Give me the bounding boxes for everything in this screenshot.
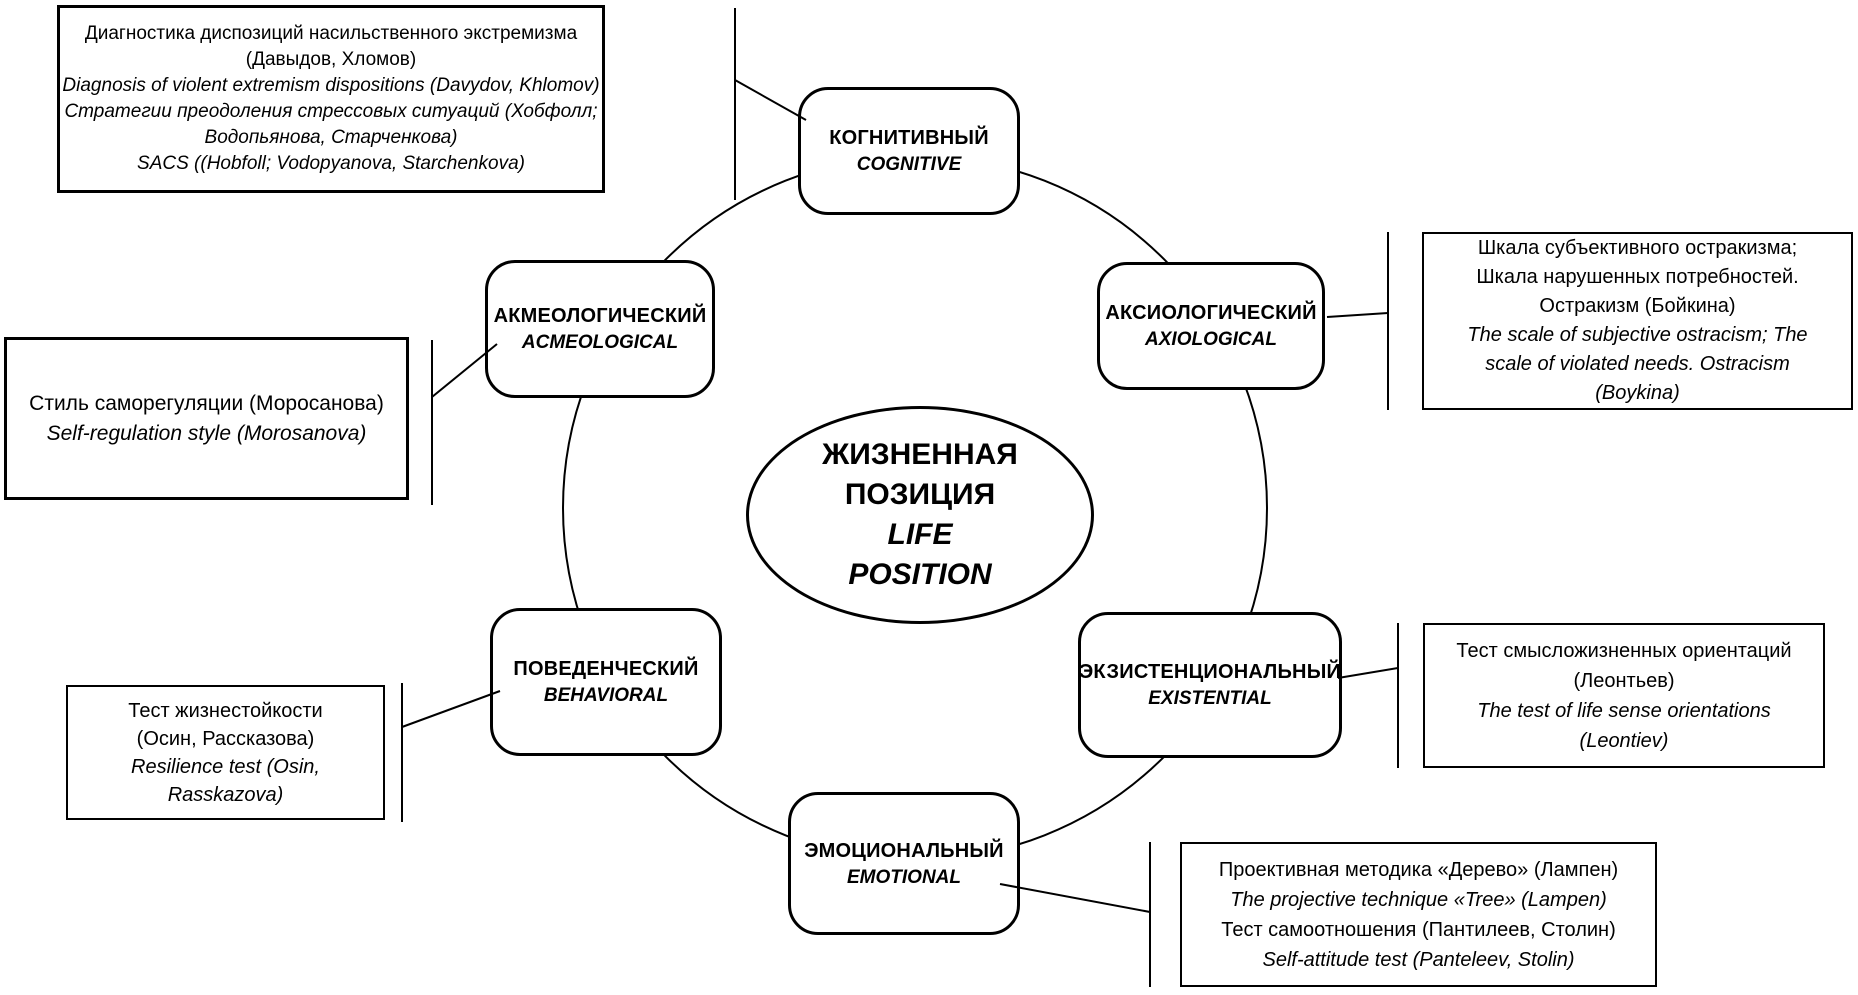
box-line: The projective technique «Tree» (Lampen) bbox=[1230, 888, 1607, 911]
node-axiological-label-ru: АКСИОЛОГИЧЕСКИЙ bbox=[1105, 302, 1317, 324]
node-cognitive-label-ru: КОГНИТИВНЫЙ bbox=[829, 127, 989, 149]
node-existential-label-ru: ЭКЗИСТЕНЦИОНАЛЬНЫЙ bbox=[1078, 661, 1342, 683]
node-acmeological-label-ru: АКМЕОЛОГИЧЕСКИЙ bbox=[493, 305, 707, 327]
box-line: Остракизм (Бойкина) bbox=[1539, 295, 1736, 317]
box-line: SACS ((Hobfoll; Vodopyanova, Starchenkova) bbox=[137, 153, 525, 174]
box-line: (Леонтьев) bbox=[1573, 669, 1675, 692]
node-existential bbox=[1078, 612, 1342, 758]
node-emotional bbox=[788, 792, 1020, 935]
box-line: Водопьянова, Старченкова) bbox=[204, 127, 458, 148]
node-axiological bbox=[1097, 262, 1325, 390]
box-line: Rasskazova) bbox=[167, 783, 284, 806]
center-ellipse bbox=[746, 406, 1094, 624]
box-axiological-instruments bbox=[1422, 232, 1853, 410]
box-line: Диагностика диспозиций насильственного экстремизма bbox=[84, 23, 578, 44]
box-cognitive-instruments bbox=[57, 5, 605, 193]
center-title-ru-line1: ЖИЗНЕННАЯ bbox=[822, 438, 1018, 471]
box-line: (Осин, Рассказова) bbox=[136, 727, 315, 750]
node-acmeological-label-en: ACMEOLOGICAL bbox=[521, 332, 679, 353]
center-title-en-line2: POSITION bbox=[848, 558, 992, 591]
node-behavioral-label-ru: ПОВЕДЕНЧЕСКИЙ bbox=[513, 658, 699, 680]
node-behavioral bbox=[490, 608, 722, 756]
box-line: Шкала нарушенных потребностей. bbox=[1476, 266, 1799, 288]
box-line: Self-regulation style (Morosanova) bbox=[46, 421, 367, 445]
node-existential-label-en: EXISTENTIAL bbox=[1148, 688, 1272, 709]
box-acmeological-instruments bbox=[4, 337, 409, 500]
box-line: The scale of subjective ostracism; The bbox=[1467, 324, 1808, 346]
box-line: (Boykina) bbox=[1595, 382, 1680, 404]
box-line: Diagnosis of violent extremism dispositions (Davydov, Khlomov) bbox=[62, 75, 600, 96]
box-emotional-instruments bbox=[1180, 842, 1657, 987]
center-title-en-line1: LIFE bbox=[887, 518, 953, 551]
node-cognitive-label-en: COGNITIVE bbox=[856, 154, 962, 175]
node-emotional-label-ru: ЭМОЦИОНАЛЬНЫЙ bbox=[804, 839, 1004, 862]
center-title-ru-line2: ПОЗИЦИЯ bbox=[844, 478, 996, 511]
node-axiological-label-en: AXIOLOGICAL bbox=[1145, 329, 1277, 350]
box-line: Self-attitude test (Panteleev, Stolin) bbox=[1262, 948, 1575, 971]
box-line: Тест смысложизненных ориентаций bbox=[1456, 639, 1792, 662]
box-line: Шкала субъективного остракизма; bbox=[1477, 237, 1798, 259]
box-line: Тест самоотношения (Пантилеев, Столин) bbox=[1221, 918, 1616, 941]
box-line: Стратегии преодоления стрессовых ситуаций (Хобфолл; bbox=[64, 101, 598, 122]
node-acmeological bbox=[485, 260, 715, 398]
box-line: The test of life sense orientations bbox=[1477, 699, 1771, 722]
box-line: Стиль саморегуляции (Моросанова) bbox=[29, 391, 384, 415]
box-line: scale of violated needs. Ostracism bbox=[1485, 353, 1790, 375]
node-behavioral-label-en: BEHAVIORAL bbox=[543, 685, 669, 706]
box-line: Тест жизнестойкости bbox=[128, 699, 323, 722]
box-line: Resilience test (Osin, bbox=[131, 755, 320, 778]
box-line: Проективная методика «Дерево» (Лампен) bbox=[1218, 858, 1619, 881]
box-existential-instruments bbox=[1423, 623, 1825, 768]
box-line: (Leontiev) bbox=[1579, 729, 1669, 752]
node-emotional-label-en: EMOTIONAL bbox=[847, 866, 961, 888]
box-behavioral-instruments bbox=[66, 685, 385, 820]
node-cognitive bbox=[798, 87, 1020, 215]
box-line: (Давыдов, Хломов) bbox=[245, 49, 417, 70]
